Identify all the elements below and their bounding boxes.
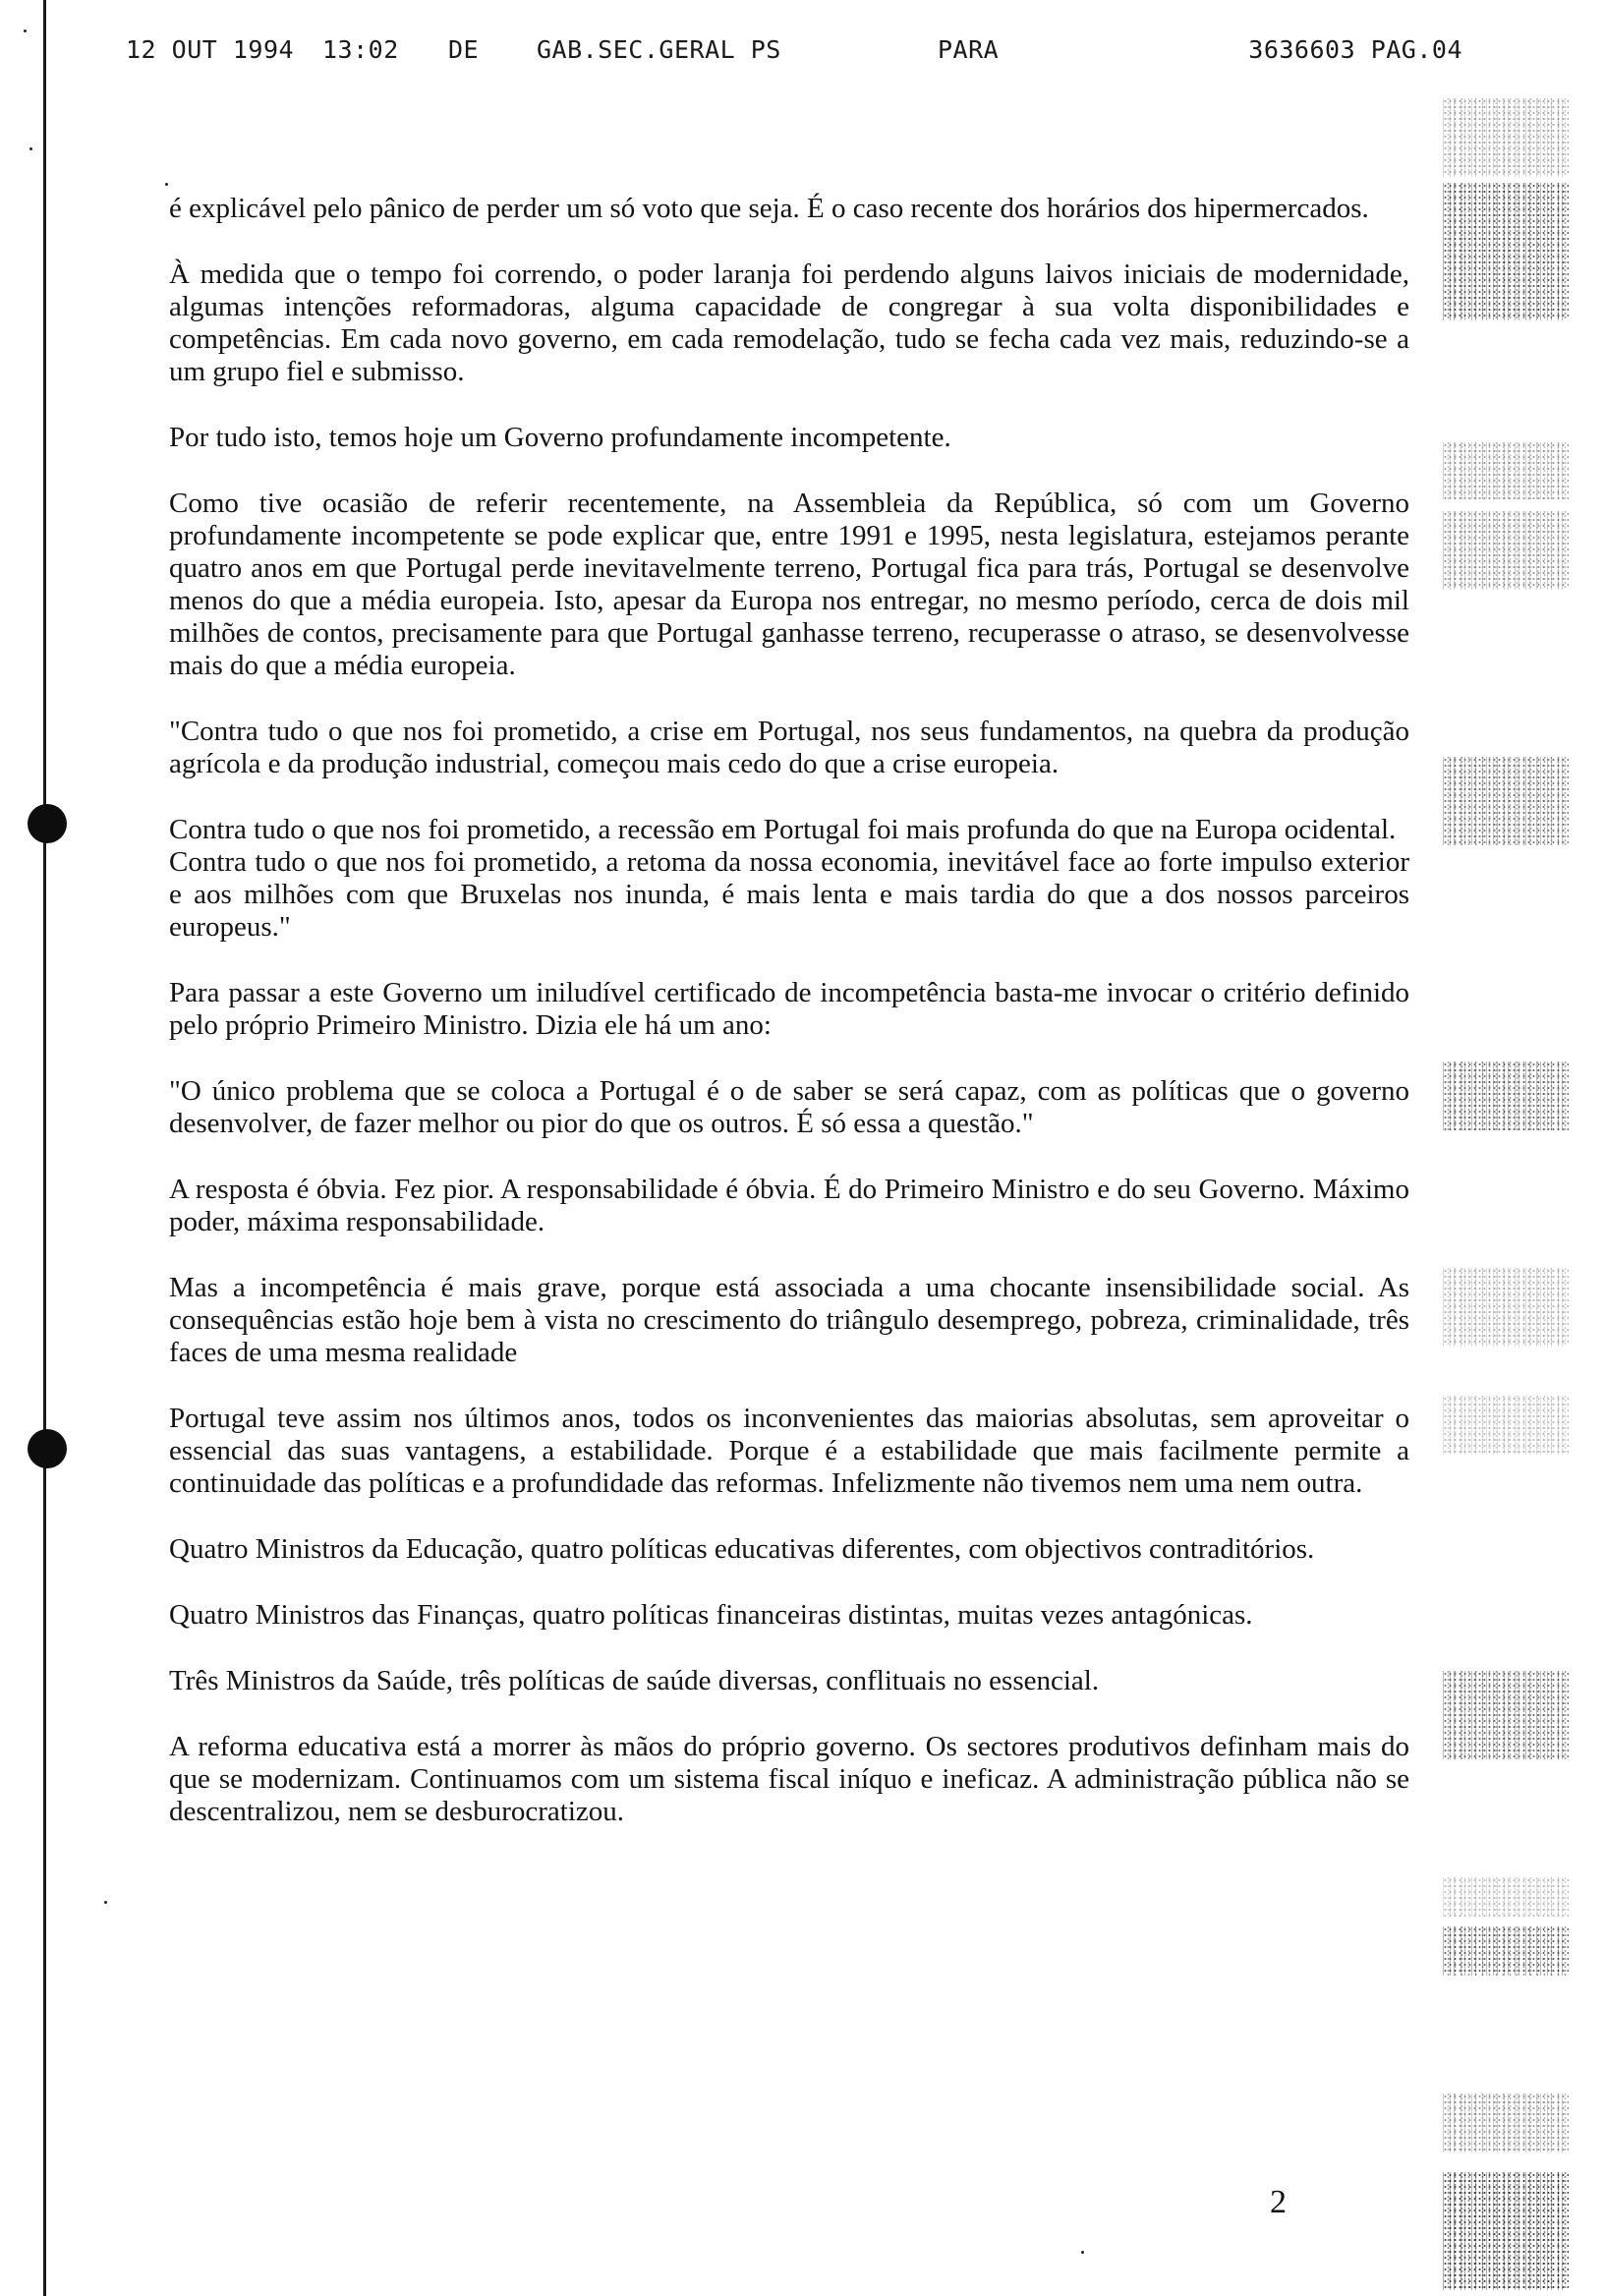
paragraph: Como tive ocasião de referir recentemente, na Assembleia da República, só com um Governo profundamente incompetente se pode explicar que, entre 1991 e 1995, nesta legislatura, estejamos perante quatro anos em que Portugal perde inevitavelmente terreno, Portugal fica para trás, Portugal se desenvolve menos do que a média europeia. Isto, apesar da Europa nos entregar, no mesmo período, cerca de dois mil milhões de contos, precisamente para que Portugal ganhasse terreno, recuperasse o atraso, se desenvolvesse mais do que a média europeia. [169,488,1409,681]
punch-hole [28,1429,67,1468]
fax-noise [1443,1268,1569,1347]
paragraph: A reforma educativa está a morrer às mãos do próprio governo. Os sectores produtivos definham mais do que se modernizam. Continuamos com um sistema fiscal iníquo e ineficaz. A administração pública não se descentralizou, nem se desburocratizou. [169,1731,1409,1827]
paragraph: é explicável pelo pânico de perder um só voto que seja. É o caso recente dos horários dos hipermercados. [169,193,1369,224]
paragraph: "Contra tudo o que nos foi prometido, a crise em Portugal, nos seus fundamentos, na quebra da produção agrícola e da produção industrial, começou mais cedo do que a crise europeia. [169,716,1409,779]
paragraph: A resposta é óbvia. Fez pior. A responsabilidade é óbvia. É do Primeiro Ministro e do seu Governo. Máximo poder, máxima responsabilidade. [169,1174,1409,1237]
fax-sender: GAB.SEC.GERAL PS [537,35,781,64]
fax-header [126,35,1462,75]
paragraph: Três Ministros da Saúde, três políticas de saúde diversas, conflituais no essencial. [169,1665,1100,1696]
fax-noise [1443,442,1569,499]
fax-speck [24,29,27,32]
fax-to-label: PARA [938,35,1000,64]
document-body [169,193,1409,1862]
paragraph: Contra tudo o que nos foi prometido, a retoma da nossa economia, inevitável face ao forte impulso exterior e aos milhões com que Bruxelas nos inunda, é mais lenta e mais tardia do que a dos nossos parceiros europeus." [169,846,1409,943]
paragraph: Para passar a este Governo um iniludível certificado de incompetência basta-me invocar o critério definido pelo próprio Primeiro Ministro. Dizia ele há um ano: [169,977,1409,1041]
fax-from-label: DE [448,35,480,64]
paragraph: Portugal teve assim nos últimos anos, todos os inconvenientes das maiorias absolutas, sem aproveitar o essencial das suas vantagens, a estabilidade. Porque é a estabilidade que mais facilmente permite a continuidade das políticas e a profundidade das reformas. Infelizmente não tivemos nem uma nem outra. [169,1403,1409,1499]
fax-noise [1443,1396,1569,1455]
paragraph: À medida que o tempo foi correndo, o poder laranja foi perdendo alguns laivos iniciais de modernidade, algumas intenções reformadoras, alguma capacidade de congregar à sua volta disponibilidades e competências. Em cada novo governo, em cada remodelação, tudo se fecha cada vez mais, reduzindo-se a um grupo fiel e submisso. [169,258,1409,387]
fax-speck [165,183,168,186]
paragraph: Quatro Ministros das Finanças, quatro políticas financeiras distintas, muitas vezes antagónicas. [169,1599,1253,1631]
fax-time: 13:02 [322,35,399,64]
fax-noise [1443,2094,1569,2152]
fax-noise [1443,757,1569,845]
punch-hole [28,804,67,843]
fax-noise [1443,1671,1569,1759]
fax-number-page: 3636603 PAG.04 [1248,35,1462,64]
fax-noise [1443,2172,1569,2290]
paragraph: Contra tudo o que nos foi prometido, a recessão em Portugal foi mais profunda do que na Europa ocidental. [169,814,1397,845]
fax-speck [104,1901,107,1904]
paragraph: Quatro Ministros da Educação, quatro políticas educativas diferentes, com objectivos contraditórios. [169,1533,1315,1565]
fax-margin-line [43,0,46,2296]
paragraph: Mas a incompetência é mais grave, porque está associada a uma chocante insensibilidade social. As consequências estão hoje bem à vista no crescimento do triângulo desemprego, pobreza, criminalidade, três faces de uma mesma realidade [169,1272,1409,1368]
fax-noise [1443,1926,1569,1976]
fax-noise [1443,183,1569,320]
paragraph: "O único problema que se coloca a Portugal é o de saber se será capaz, com as políticas que o governo desenvolver, de fazer melhor ou pior do que os outros. É só essa a questão." [169,1075,1409,1139]
fax-noise [1443,1877,1569,1917]
fax-speck [1081,2251,1084,2254]
fax-noise [1443,98,1569,177]
page-number: 2 [1270,2184,1287,2220]
fax-noise [1443,1062,1569,1130]
fax-noise [1443,511,1569,590]
fax-speck [29,147,32,150]
paragraph: Por tudo isto, temos hoje um Governo profundamente incompetente. [169,422,951,453]
fax-date: 12 OUT 1994 [126,35,295,64]
